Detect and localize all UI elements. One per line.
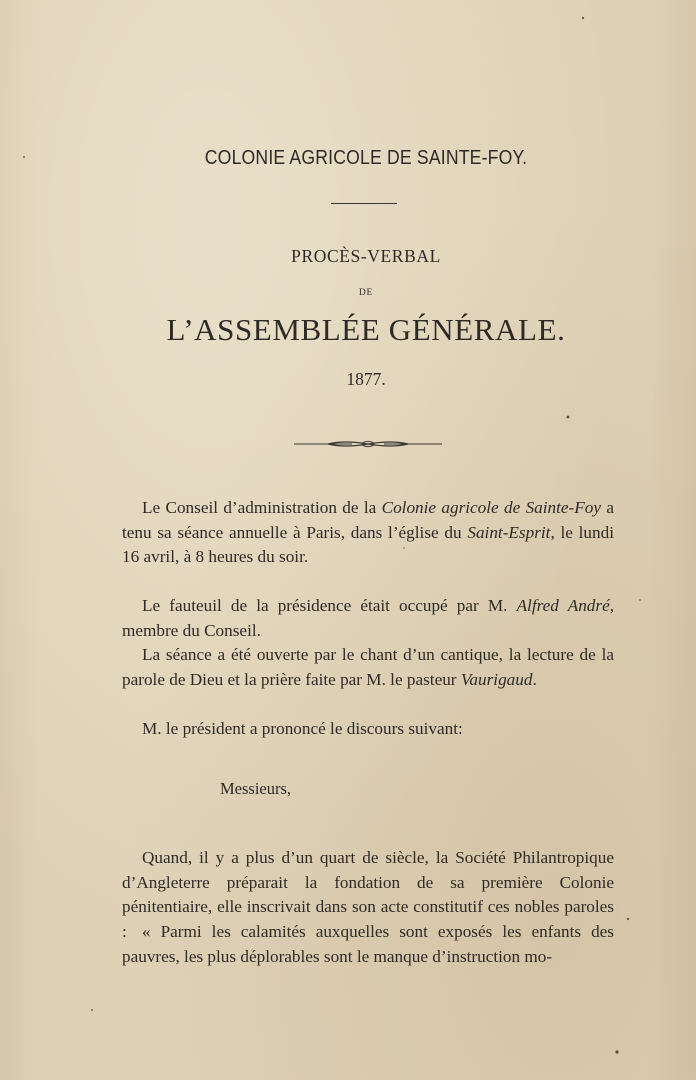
text-run: , membre du Conseil. xyxy=(122,596,614,640)
main-title: L’ASSEMBLÉE GÉNÉRALE. xyxy=(166,312,566,347)
series-title: COLONIE AGRICOLE DE SAINTE-FOY. xyxy=(204,146,528,169)
italic-phrase: Alfred André xyxy=(516,596,610,615)
paragraph-presidency xyxy=(122,594,614,643)
paragraph-discourse-intro: M. le président a prononcé le discours suivant: xyxy=(142,719,463,738)
title-divider-rule xyxy=(331,203,397,204)
paragraph-opening xyxy=(122,643,614,692)
proces-verbal-label: PROCÈS-VERBAL xyxy=(291,246,441,266)
italic-phrase: Colonie agricole de Sainte-Foy xyxy=(381,498,601,517)
text-run: La séance a été ouverte par le chant d’un cantique, la lecture de la parole de Dieu et la prière faite par M. le pasteur xyxy=(122,645,614,689)
italic-phrase: Vaurigaud xyxy=(460,669,533,689)
paragraph-quotation: « Parmi les calamités auxquelles sont exposés les enfants des pauvres, les plus déplorables sont le manque d’instruction mo- xyxy=(122,922,614,966)
text-run: . xyxy=(532,669,537,689)
year-label: 1877. xyxy=(346,369,386,389)
text-run: Le Conseil d’administration de la xyxy=(142,498,382,517)
paragraph-session xyxy=(122,496,614,570)
text-run: a tenu sa séance annuelle à Paris, dans l’église du xyxy=(122,498,614,542)
italic-phrase: Saint-Esprit xyxy=(467,522,551,542)
de-label: DE xyxy=(358,288,374,298)
text-run: , le lundi 16 avril, à 8 heures du soir. xyxy=(122,522,614,566)
text-run: Le fauteuil de la présidence était occupé par M. xyxy=(142,596,517,615)
ornament-rule-icon xyxy=(294,438,442,450)
salutation: Messieurs, xyxy=(220,779,292,798)
paragraph-philanthropic-society: Quand, il y a plus d’un quart de siècle, la Société Philantropique d’Angleterre préparait la fondation de sa première Colonie pénitentiaire, elle inscrivait dans son acte constitutif ces nobles paroles : xyxy=(122,848,614,941)
